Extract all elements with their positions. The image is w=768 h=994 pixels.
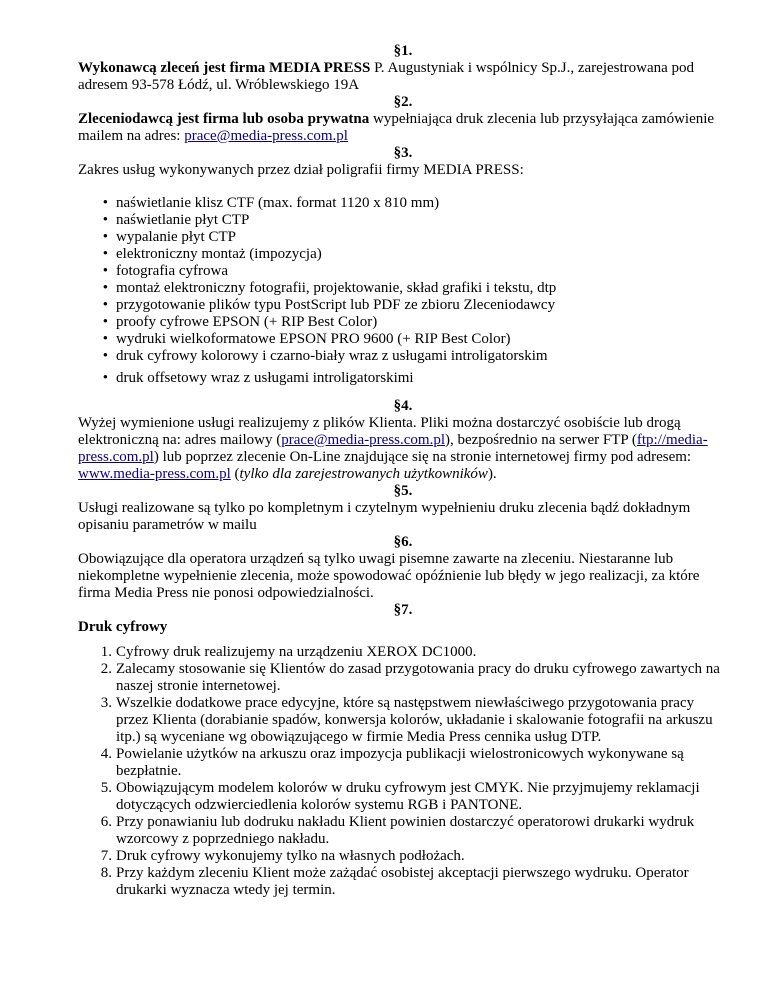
list-item: • fotografia cyfrowa (116, 263, 728, 280)
section-4-text (78, 415, 728, 483)
list-item: Druk cyfrowy wykonujemy tylko na własnych podłożach. (116, 848, 465, 864)
section-3-number: §3. (393, 145, 413, 161)
section-1-text (78, 60, 728, 94)
section-4-text-part: ) lub poprzez zlecenie On-Line znajdujące się na stronie internetowej firmy pod adresem: (153, 449, 692, 465)
section-7-heading: Druk cyfrowy (78, 619, 168, 635)
list-item: Cyfrowy druk realizujemy na urządzeniu XEROX DC1000. (116, 644, 477, 660)
section-2-rest: wypełniająca druk zlecenia lub przysyłająca zamówienie mailem na adres: (78, 111, 715, 144)
list-item: Zalecamy stosowanie się Klientów do zasad przygotowania pracy do druku cyfrowego zawartych na naszej stronie internetowej. (116, 661, 720, 694)
list-item: • montaż elektroniczny fotografii, projektowanie, skład grafiki i tekstu, dtp (116, 280, 728, 297)
section-5-text: Usługi realizowane są tylko po kompletnym i czytelnym wypełnieniu druku zlecenia bądź dokładnym opisaniu parametrów w mailu (78, 500, 691, 533)
services-list (78, 195, 728, 365)
list-item: • elektroniczny montaż (impozycja) (116, 246, 728, 263)
list-item: • wydruki wielkoformatowe EPSON PRO 9600 (+ RIP Best Color) (116, 331, 728, 348)
section-4-ftp-link[interactable]: ftp://media-press.com.pl (78, 432, 708, 465)
section-4-text-part: Wyżej wymienione usługi realizujemy z plików Klienta. Pliki można dostarczyć osobiście lub drogą elektroniczną na: adres mailowy ( (78, 415, 681, 448)
section-2-email-link[interactable]: prace@media-press.com.pl (184, 128, 348, 144)
section-1-number: §1. (393, 43, 413, 59)
section-6-text: Obowiązujące dla operatora urządzeń są tylko uwagi pisemne zawarte na zleceniu. Niestaranne lub niekompletne wypełnienie zlecenia, może spowodować opóźnienie lub błędy w jego realizacji, za które firma Media Press nie ponosi odpowiedzialności. (78, 551, 700, 601)
list-item: • druk offsetowy wraz z usługami introligatorskimi (116, 370, 728, 387)
section-2-number: §2. (393, 94, 413, 110)
section-4-text-part: ). (487, 466, 497, 482)
services-list-extra (78, 370, 728, 387)
list-item: Powielanie użytków na arkuszu oraz impozycja publikacji wielostronicowych wykonywane są bezpłatnie. (116, 746, 684, 779)
section-1-rest: P. Augustyniak i wspólnicy Sp.J., zarejestrowana pod adresem 93-578 Łódź, ul. Wróblewskiego 19A (78, 60, 695, 93)
section-4-number: §4. (393, 398, 413, 414)
list-item: • proofy cyfrowe EPSON (+ RIP Best Color) (116, 314, 728, 331)
section-3-intro: Zakres usług wykonywanych przez dział poligrafii firmy MEDIA PRESS: (78, 162, 524, 178)
list-item: Wszelkie dodatkowe prace edycyjne, które są następstwem niewłaściwego przygotowania pracy przez Klienta (dorabianie spadów, konwersja kolorów, układanie i skalowanie fotografii na arkuszu itp.) są wyceniane wg obowiązującego w firmie Media Press cennika usług DTP. (116, 695, 713, 745)
section-4-italic-note: tylko dla zarejestrowanych użytkowników (239, 466, 488, 482)
digital-print-list (78, 644, 728, 899)
section-7-number: §7. (393, 602, 413, 618)
list-item: • naświetlanie klisz CTF (max. format 1120 x 810 mm) (116, 195, 728, 212)
section-4-text-part: ( (230, 466, 240, 482)
list-item: • przygotowanie plików typu PostScript lub PDF ze zbioru Zleceniodawcy (116, 297, 728, 314)
list-item: • druk cyfrowy kolorowy i czarno-biały wraz z usługami introligatorskim (116, 348, 728, 365)
section-4-text-part: ), bezpośrednio na serwer FTP ( (445, 432, 637, 448)
list-item: Przy ponawianiu lub dodruku nakładu Klient powinien dostarczyć operatorowi drukarki wydruk wzorcowy z poprzedniego nakładu. (116, 814, 695, 847)
section-5-number: §5. (393, 483, 413, 499)
section-2-bold: Zleceniodawcą jest firma lub osoba prywatna (78, 111, 370, 127)
list-item: • naświetlanie płyt CTP (116, 212, 728, 229)
section-6-number: §6. (393, 534, 413, 550)
section-1-bold: Wykonawcą zleceń jest firma MEDIA PRESS (78, 60, 371, 76)
section-2-text (78, 111, 728, 145)
list-item: Przy każdym zleceniu Klient może zażądać osobistej akceptacji pierwszego wydruku. Operator drukarki wyznacza wtedy jej termin. (116, 865, 689, 898)
list-item: Obowiązującym modelem kolorów w druku cyfrowym jest CMYK. Nie przyjmujemy reklamacji dotyczących odzwierciedlenia kolorów systemu RGB i PANTONE. (116, 780, 700, 813)
section-4-www-link[interactable]: www.media-press.com.pl (78, 466, 231, 482)
section-4-email-link[interactable]: prace@media-press.com.pl (281, 432, 445, 448)
list-item: • wypalanie płyt CTP (116, 229, 728, 246)
